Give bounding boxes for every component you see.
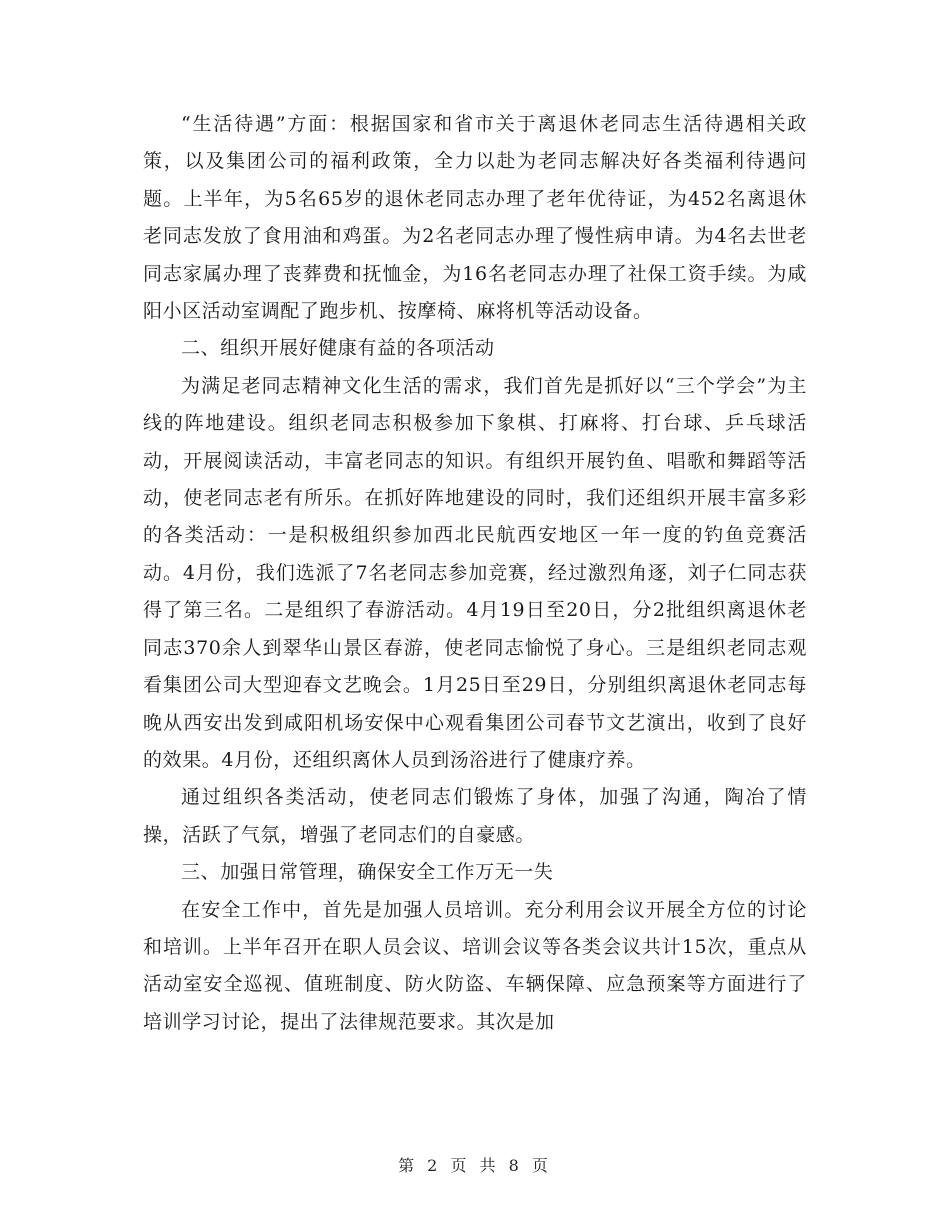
paragraph-living-benefits: “生活待遇”方面：根据国家和省市关于离退休老同志生活待遇相关政策，以及集团公司的福利政策，全力以赴为老同志解决好各类福利待遇问题。上半年，为5名65岁的退休老同志办理了老年优待证，为452名离退休老同志发放了食用油和鸡蛋。为2名老同志办理了慢性病申请。为4名去世老同志家属办理了丧葬费和抚恤金，为16名老同志办理了社保工资手续。为咸阳小区活动室调配了跑步机、按摩椅、麻将机等活动设备。 bbox=[143, 113, 807, 323]
document-page bbox=[143, 106, 807, 1041]
page-number-footer: 第 2 页 共 8 页 bbox=[398, 1156, 552, 1175]
paragraph-safety: 在安全工作中，首先是加强人员培训。充分利用会议开展全方位的讨论和培训。上半年召开在职人员会议、培训会议等各类会议共计15次，重点从活动室安全巡视、值班制度、防火防盗、车辆保障、应急预案等方面进行了培训学习讨论，提出了法律规范要求。其次是加 bbox=[143, 898, 807, 1033]
section-heading-safety: 三、加强日常管理，确保安全工作万无一失 bbox=[181, 861, 554, 884]
paragraph-activities: 为满足老同志精神文化生活的需求，我们首先是抓好以“三个学会”为主线的阵地建设。组织老同志积极参加下象棋、打麻将、打台球、乒乓球活动，开展阅读活动，丰富老同志的知识。有组织开展钓鱼、唱歌和舞蹈等活动，使老同志老有所乐。在抓好阵地建设的同时，我们还组织开展丰富多彩的各类活动：一是积极组织参加西北民航西安地区一年一度的钓鱼竞赛活动。4月份，我们选派了7名老同志参加竞赛，经过激烈角逐，刘子仁同志获得了第三名。二是组织了春游活动。4月19日至20日，分2批组织离退休老同志370余人到翠华山景区春游，使老同志愉悦了身心。三是组织老同志观看集团公司大型迎春文艺晚会。1月25日至29日，分别组织离退休老同志每晚从西安出发到咸阳机场安保中心观看集团公司春节文艺演出，收到了良好的效果。4月份，还组织离休人员到汤浴进行了健康疗养。 bbox=[143, 374, 807, 771]
section-heading-activities: 二、组织开展好健康有益的各项活动 bbox=[181, 337, 495, 360]
paragraph-activities-summary: 通过组织各类活动，使老同志们锻炼了身体，加强了沟通，陶冶了情操，活跃了气氛，增强了老同志们的自豪感。 bbox=[143, 786, 807, 846]
